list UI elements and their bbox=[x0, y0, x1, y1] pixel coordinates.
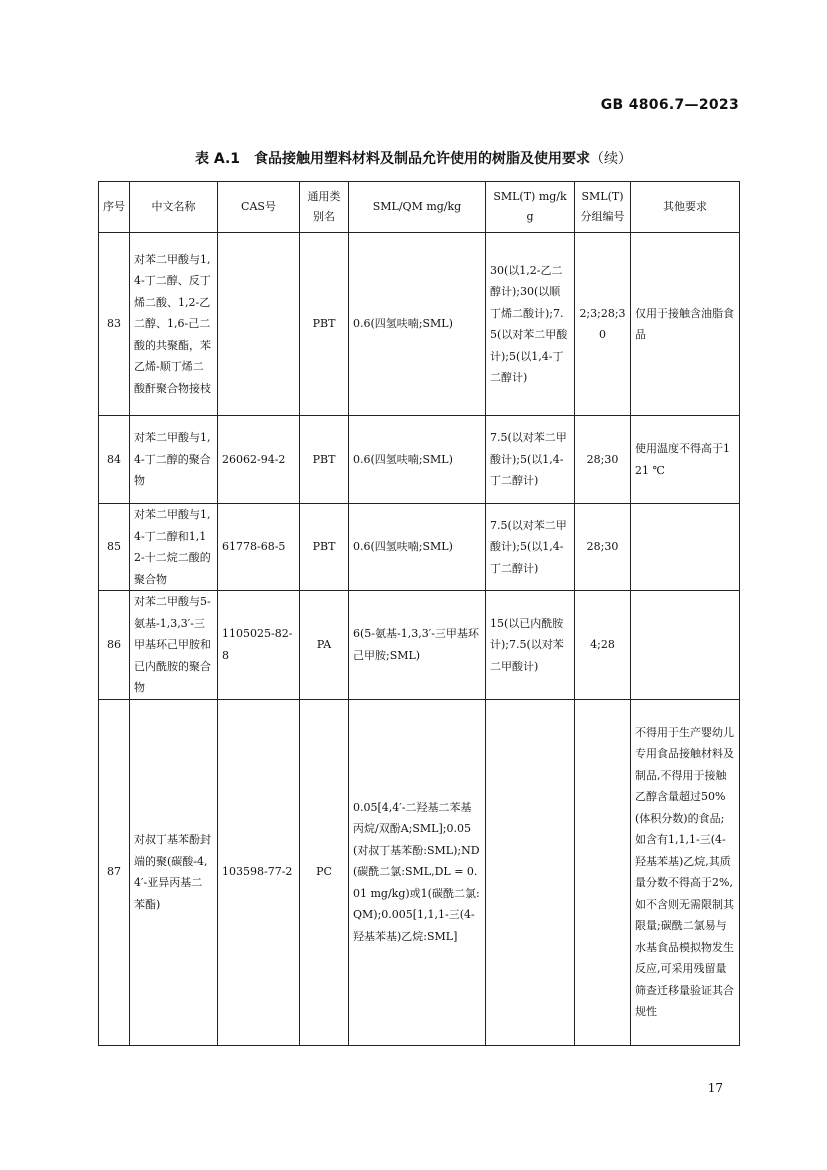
resin-table bbox=[98, 181, 740, 1046]
cell-cas bbox=[218, 233, 300, 416]
cell-sml-t: 7.5(以对苯二甲酸计);5(以1,4-丁二醇计) bbox=[486, 416, 575, 504]
col-header-sml-qm: SML/QM mg/kg bbox=[349, 182, 486, 233]
col-header-category: 通用类别名 bbox=[300, 182, 349, 233]
page-number: 17 bbox=[707, 1081, 723, 1095]
cell-category: PBT bbox=[300, 504, 349, 591]
cell-sml-qm: 6(5-氨基-1,3,3′-三甲基环己甲胺;SML) bbox=[349, 591, 486, 700]
cell-sml-qm: 0.6(四氢呋喃;SML) bbox=[349, 504, 486, 591]
cell-group bbox=[575, 699, 631, 1045]
col-header-other: 其他要求 bbox=[631, 182, 740, 233]
table-row bbox=[99, 416, 740, 504]
cell-sml-t bbox=[486, 699, 575, 1045]
cell-category: PBT bbox=[300, 416, 349, 504]
col-header-sml-t: SML(T) mg/kg bbox=[486, 182, 575, 233]
cell-category: PA bbox=[300, 591, 349, 700]
cell-group: 28;30 bbox=[575, 504, 631, 591]
cell-cas: 103598-77-2 bbox=[218, 699, 300, 1045]
table-row bbox=[99, 504, 740, 591]
cell-name: 对苯二甲酸与1,4-丁二醇、反丁烯二酸、1,2-乙二醇、1,6-己二酸的共聚酯，苯乙烯-顺丁烯二酸酐聚合物接枝 bbox=[130, 233, 218, 416]
table-caption-suffix: （续） bbox=[590, 151, 633, 167]
col-header-cas: CAS号 bbox=[218, 182, 300, 233]
table-row bbox=[99, 699, 740, 1045]
table-caption-main: 表 A.1 食品接触用塑料材料及制品允许使用的树脂及使用要求 bbox=[194, 151, 591, 167]
cell-name: 对叔丁基苯酚封端的聚(碳酸-4,4′-亚异丙基二苯酯) bbox=[130, 699, 218, 1045]
cell-group: 2;3;28;30 bbox=[575, 233, 631, 416]
table-caption bbox=[0, 148, 827, 168]
cell-sml-t: 30(以1,2-乙二醇计);30(以顺丁烯二酸计);7.5(以对苯二甲酸计);5(以1,4-丁二醇计) bbox=[486, 233, 575, 416]
cell-name: 对苯二甲酸与1,4-丁二醇和1,12-十二烷二酸的聚合物 bbox=[130, 504, 218, 591]
cell-name: 对苯二甲酸与5-氨基-1,3,3′-三甲基环己甲胺和已内酰胺的聚合物 bbox=[130, 591, 218, 700]
cell-no: 84 bbox=[99, 416, 130, 504]
cell-category: PBT bbox=[300, 233, 349, 416]
cell-no: 83 bbox=[99, 233, 130, 416]
cell-sml-t: 15(以已内酰胺计);7.5(以对苯二甲酸计) bbox=[486, 591, 575, 700]
table-row bbox=[99, 591, 740, 700]
col-header-name: 中文名称 bbox=[130, 182, 218, 233]
col-header-group: SML(T)分组编号 bbox=[575, 182, 631, 233]
cell-no: 85 bbox=[99, 504, 130, 591]
cell-other bbox=[631, 591, 740, 700]
col-header-no: 序号 bbox=[99, 182, 130, 233]
cell-sml-qm: 0.05[4,4′-二羟基二苯基丙烷/双酚A;SML];0.05(对叔丁基苯酚:SML);ND(碳酰二氯:SML,DL = 0.01 mg/kg)或1(碳酰二氯:QM);0.005[1,1,1-三(4-羟基苯基)乙烷:SML] bbox=[349, 699, 486, 1045]
cell-cas: 61778-68-5 bbox=[218, 504, 300, 591]
cell-category: PC bbox=[300, 699, 349, 1045]
cell-sml-qm: 0.6(四氢呋喃;SML) bbox=[349, 416, 486, 504]
cell-no: 87 bbox=[99, 699, 130, 1045]
cell-name: 对苯二甲酸与1,4-丁二醇的聚合物 bbox=[130, 416, 218, 504]
cell-cas: 1105025-82-8 bbox=[218, 591, 300, 700]
cell-other: 仅用于接触含油脂食品 bbox=[631, 233, 740, 416]
table-header-row bbox=[99, 182, 740, 233]
table-row bbox=[99, 233, 740, 416]
cell-group: 4;28 bbox=[575, 591, 631, 700]
cell-cas: 26062-94-2 bbox=[218, 416, 300, 504]
cell-other: 不得用于生产婴幼儿专用食品接触材料及制品,不得用于接触乙醇含量超过50%(体积分数)的食品;如含有1,1,1-三(4-羟基苯基)乙烷,其质量分数不得高于2%,如不含则无需限制其限量;碳酰二氯易与水基食品模拟物发生反应,可采用残留量筛查迁移量验证其合规性 bbox=[631, 699, 740, 1045]
cell-no: 86 bbox=[99, 591, 130, 700]
cell-other bbox=[631, 504, 740, 591]
cell-sml-qm: 0.6(四氢呋喃;SML) bbox=[349, 233, 486, 416]
cell-group: 28;30 bbox=[575, 416, 631, 504]
standard-code: GB 4806.7—2023 bbox=[600, 97, 739, 113]
cell-other: 使用温度不得高于121 ℃ bbox=[631, 416, 740, 504]
cell-sml-t: 7.5(以对苯二甲酸计);5(以1,4-丁二醇计) bbox=[486, 504, 575, 591]
